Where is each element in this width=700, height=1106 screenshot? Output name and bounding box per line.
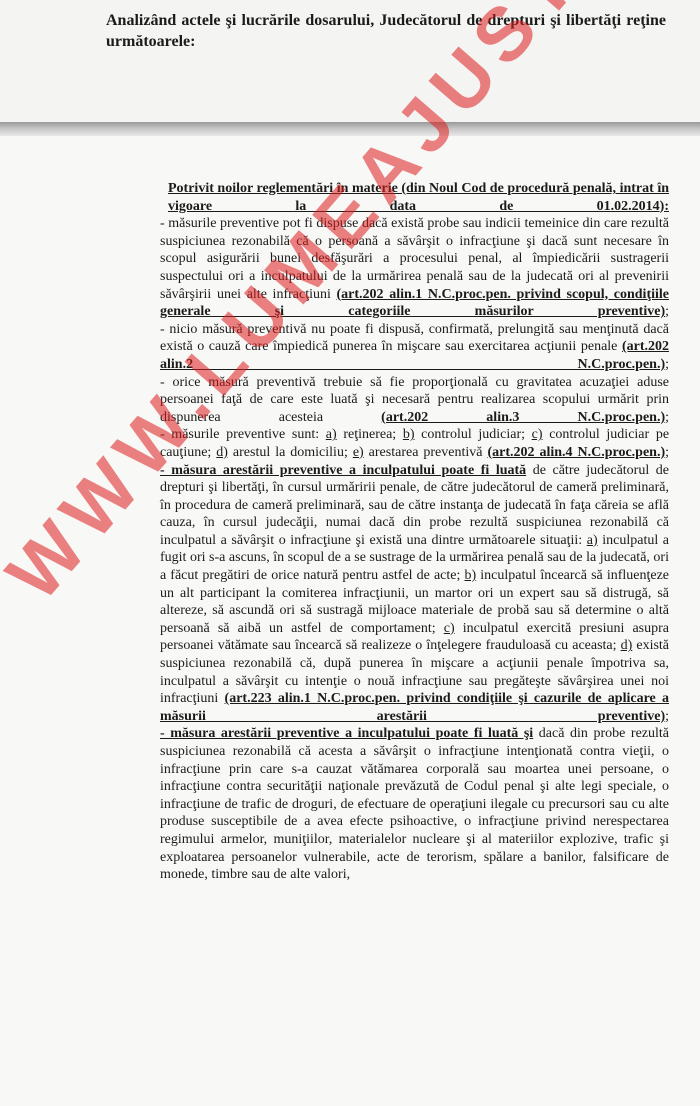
paragraph-2-reference: (art.202 alin.2 N.C.proc.pen.) (160, 339, 670, 372)
paragraph-5 (104, 462, 669, 726)
measure-letter-c: c) (531, 427, 543, 443)
paragraph-3-end: ; (665, 409, 669, 425)
measure-letter-d: d) (216, 444, 228, 460)
paragraph-2-text: - nicio măsură preventivă nu poate fi dispusă, confirmată, prelungită sau menţinută dacă există o cauză care împiedică punerea în mişcare sau exercitarea acţiunii penale (160, 321, 669, 355)
paragraph-5-reference: (art.223 alin.1 N.C.proc.pen. privind condiţiile şi cazurile de aplicare a măsurii arestării preventive) (160, 691, 669, 724)
page-separator (0, 122, 700, 136)
paragraph-4-reference: (art.202 alin.4 N.C.proc.pen.) (487, 444, 666, 460)
measure-letter-e: e) (352, 444, 364, 460)
measure-item-c: controlul judiciar pe cauţiune; (160, 427, 670, 460)
paragraph-3 (104, 374, 669, 427)
paragraph-2 (104, 321, 669, 374)
intro-paragraph: Analizând actele şi lucrările dosarului, Judecătorul de drepturi şi libertăţi reţine următoarele: (106, 12, 666, 50)
paragraph-3-text: - orice măsură preventivă trebuie să fie proporţională cu gravitatea acuzaţiei aduse persoanei faţă de care este luată şi necesară pentru realizarea scopului urmărit prin dispunerea acesteia (160, 374, 669, 425)
paragraph-1-text: - măsurile preventive pot fi dispuse dacă există probe sau indicii temeinice din care rezultă suspiciunea rezonabilă că o persoană a săvârşit o infracţiune şi dacă sunt necesare în scopul asigurării bunei desfăşurări a procesului penal, al împiedicării sustragerii suspectului ori a inculpatului de la urmărirea penală sau de la judecată ori al prevenirii săvârşirii unei alte infracţiuni (160, 216, 669, 302)
measure-letter-a: a) (325, 427, 337, 443)
measure-item-e: arestarea preventivă (368, 444, 483, 460)
paragraph-2-end: ; (665, 356, 669, 372)
measure-letter-b: b) (402, 427, 415, 443)
situation-letter-c: c) (443, 620, 455, 636)
situation-item-c: inculpatul exercită presiuni asupra persoanei vătămate sau încearcă să realizeze o înţelegere frauduloasă cu aceasta; (160, 620, 670, 654)
paragraph-6 (104, 725, 669, 883)
document-page-top (0, 0, 700, 122)
paragraph-6-text: dacă din probe rezultă suspiciunea rezonabilă că acesta a săvârşit o infracţiune intenţionată contra vieţii, o infracţiune prin care s-a cauzat vătămarea corporală sau moartea unei persoane, o infracţiune contra securităţii naţionale prevăzută de Codul penal şi alte legi speciale, o infracţiune de trafic de droguri, de efectuare de operaţiuni ilegale cu precursori sau cu alte produse susceptibile de a avea efecte psihoactive, o infracţiune privind nerespectarea regimului armelor, muniţiilor, materialelor nucleare şi al materiilor explozive, trafic şi exploatarea persoanelor vulnerabile, acte de terorism, spălare a banilor, falsificare de monede, timbre sau de alte valori, (160, 726, 669, 883)
document-body (104, 180, 669, 884)
paragraph-5-text: de către judecătorul de drepturi şi libertăţi, în cursul urmăririi penale, de către judecătorul de cameră preliminară, în procedura de cameră preliminară, sau de către instanţa de judecată în faţa căreia se află cauza, în cursul judecăţii, numai dacă din probe rezultă suspiciunea rezonabilă că inculpatul a săvârşit o infracţiune şi există una dintre următoarele situaţii: (160, 462, 670, 548)
paragraph-6-lead: - măsura arestării preventive a inculpatului poate fi luată şi (160, 726, 534, 742)
paragraph-5-lead: - măsura arestării preventive a inculpatului poate fi luată (160, 462, 527, 478)
paragraph-5-end: ; (665, 708, 669, 724)
measure-item-d: arestul la domiciliu; (232, 444, 348, 460)
section-heading: Potrivit noilor reglementări în materie (din Noul Cod de procedură penală, intrat în vigoare la data de 01.02.2014): (168, 181, 669, 214)
measure-item-b: controlul judiciar; (421, 427, 526, 443)
paragraph-1-end: ; (665, 304, 669, 320)
paragraph-4 (104, 426, 669, 461)
situation-item-d: există suspiciunea rezonabilă că, după punerea în mişcare a acţiunii penale împotriva sa, inculpatul a săvârşit cu intenţie o nouă infracţiune sau pregăteşte săvârşirea unei noi infracţiuni (160, 638, 670, 707)
document-page-main (0, 136, 700, 1106)
paragraph-1 (104, 215, 669, 321)
paragraph-4-lead: - măsurile preventive sunt: (160, 427, 320, 443)
situation-item-b: inculpatul încearcă să influenţeze un alt participant la comiterea infracţiunii, un martor ori un expert sau să distrugă, să altereze, să ascundă ori să sustragă mijloace materiale de probă sau să determine o altă persoană să aibă un astfel de comportament; (160, 568, 670, 636)
situation-item-a: inculpatul a fugit ori s-a ascuns, în scopul de a se sustrage de la urmărirea penală sau de la judecată, ori a făcut pregătiri de orice natură pentru astfel de acte; (160, 532, 670, 584)
paragraph-4-end: ; (665, 444, 669, 460)
situation-letter-d: d) (620, 638, 633, 654)
measure-item-a: reţinerea; (343, 427, 397, 443)
paragraph-1-reference: (art.202 alin.1 N.C.proc.pen. privind scopul, condiţiile generale şi categoriile măsurilor preventive) (160, 286, 669, 320)
situation-letter-b: b) (464, 568, 477, 584)
paragraph-3-reference: (art.202 alin.3 N.C.proc.pen.) (381, 409, 666, 425)
situation-letter-a: a) (586, 532, 598, 548)
